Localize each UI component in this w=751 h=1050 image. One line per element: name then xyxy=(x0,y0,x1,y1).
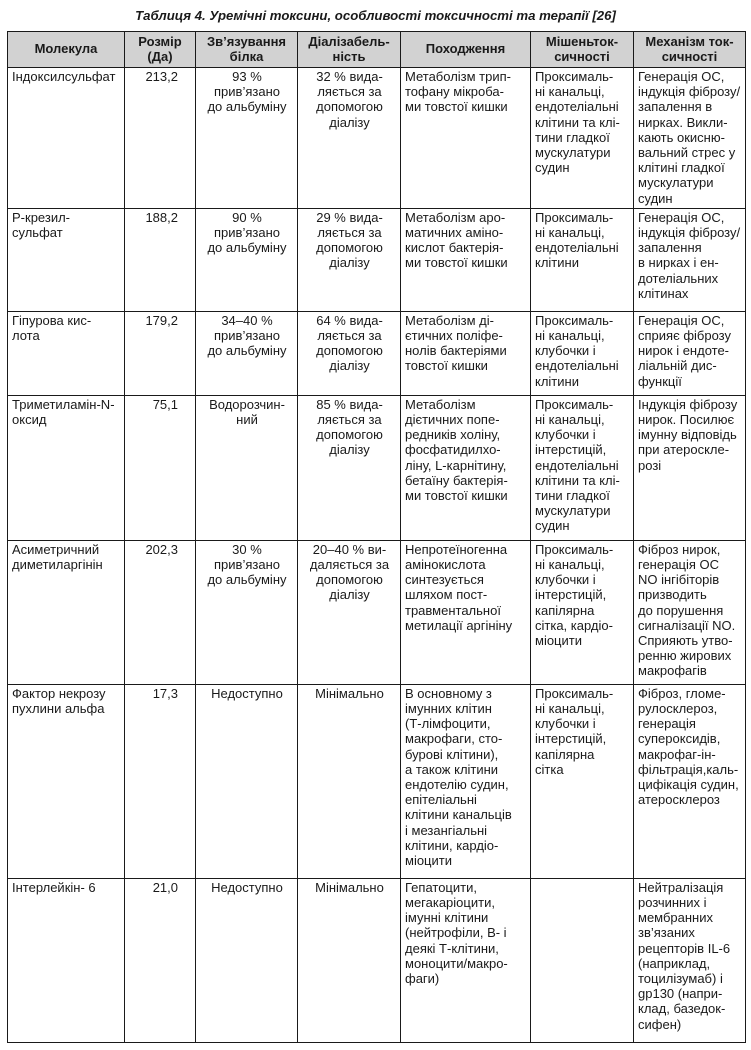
header-molecule: Молекула xyxy=(8,32,125,68)
cell-dialyzability: 20–40 % ви- даляється за допомогою діалізу xyxy=(298,540,401,684)
cell-dialyzability: 85 % вида- ляється за допомогою діалізу xyxy=(298,395,401,540)
cell-binding: Водорозчин- ний xyxy=(196,395,298,540)
cell-origin: Метаболізм аро- матичних аміно- кислот бактерія- ми товстої кишки xyxy=(401,208,531,311)
cell-target: Проксималь- ні канальці, клубочки і ендотеліальні клітини xyxy=(531,311,634,395)
table-row xyxy=(8,684,746,878)
cell-binding: 30 % прив’язано до альбуміну xyxy=(196,540,298,684)
header-origin: Походження xyxy=(401,32,531,68)
cell-origin: В основному з імунних клітин (Т-лімфоцити, макрофаги, сто- бурові клітини), а також клітини ендотелію судин, епітеліальні клітини канальців і мезангіальні клітини, кардіо- міоцити xyxy=(401,684,531,878)
cell-dialyzability: 64 % вида- ляється за допомогою діалізу xyxy=(298,311,401,395)
cell-dialyzability: 29 % вида- ляється за допомогою діалізу xyxy=(298,208,401,311)
cell-target xyxy=(531,878,634,1042)
table-row xyxy=(8,68,746,209)
cell-molecule: Індоксилсульфат xyxy=(8,68,125,209)
cell-binding: Недоступно xyxy=(196,878,298,1042)
cell-mechanism: Фіброз нирок, генерація ОС NO інгібіторів призводить до порушення сигналізації NO. Сприяють утво- ренню жирових макрофагів xyxy=(634,540,746,684)
header-protein-binding: Зв’язування білка xyxy=(196,32,298,68)
cell-molecule: Інтерлейкін- 6 xyxy=(8,878,125,1042)
table-header-row xyxy=(8,32,746,68)
cell-binding: 90 % прив’язано до альбуміну xyxy=(196,208,298,311)
cell-origin: Непротеїногенна амінокислота синтезується шляхом пост- травментальної метилації аргініну xyxy=(401,540,531,684)
cell-origin: Метаболізм трип- тофану мікроба- ми товстої кишки xyxy=(401,68,531,209)
cell-size: 179,2 xyxy=(125,311,196,395)
table-row xyxy=(8,878,746,1042)
cell-size: 213,2 xyxy=(125,68,196,209)
header-size: Розмір (Да) xyxy=(125,32,196,68)
header-dialyzability: Діалізабель- ність xyxy=(298,32,401,68)
cell-dialyzability: Мінімально xyxy=(298,684,401,878)
cell-mechanism: Генерація ОС, індукція фіброзу/ запалення в нирках. Викли- кають окисню- вальний стрес у клітині гладкої мускулатури судин xyxy=(634,68,746,209)
cell-origin: Гепатоцити, мегакаріоцити, імунні клітини (нейтрофіли, В- і деякі Т-клітини, моноцити/макро- фаги) xyxy=(401,878,531,1042)
header-toxicity-mechanism: Механізм ток- сичності xyxy=(634,32,746,68)
cell-molecule: Фактор некрозу пухлини альфа xyxy=(8,684,125,878)
cell-mechanism: Нейтралізація розчинних і мембранних зв’язаних рецепторів IL-6 (наприклад, тоцилізумаб) і gp130 (напри- клад, базедок- сифен) xyxy=(634,878,746,1042)
cell-molecule: Гіпурова кис- лота xyxy=(8,311,125,395)
cell-molecule: Асиметричний диметиларгінін xyxy=(8,540,125,684)
table-row xyxy=(8,208,746,311)
cell-binding: 93 % прив’язано до альбуміну xyxy=(196,68,298,209)
cell-size: 21,0 xyxy=(125,878,196,1042)
cell-dialyzability: 32 % вида- ляється за допомогою діалізу xyxy=(298,68,401,209)
cell-binding: 34–40 % прив’язано до альбуміну xyxy=(196,311,298,395)
cell-dialyzability: Мінімально xyxy=(298,878,401,1042)
uremic-toxins-table xyxy=(7,31,746,1043)
cell-size: 75,1 xyxy=(125,395,196,540)
cell-molecule: Триметиламін-N- оксид xyxy=(8,395,125,540)
cell-binding: Недоступно xyxy=(196,684,298,878)
table-caption: Таблиця 4. Уремічні токсини, особливості токсичності та терапії [26] xyxy=(135,8,616,23)
cell-target: Проксималь- ні канальці, клубочки і інтерстицій, ендотеліальні клітини та клі- тини гладкої мускулатури судин xyxy=(531,395,634,540)
cell-origin: Метаболізм дієтичних попе- редників холіну, фосфатидилхо- ліну, L-карнітину, бетаїну бактерія- ми товстої кишки xyxy=(401,395,531,540)
header-toxicity-target: Мішеньток- сичності xyxy=(531,32,634,68)
cell-size: 188,2 xyxy=(125,208,196,311)
table-row xyxy=(8,540,746,684)
cell-mechanism: Генерація ОС, сприяє фіброзу нирок і ендоте- ліальній дис- функції xyxy=(634,311,746,395)
table-row xyxy=(8,395,746,540)
cell-target: Проксималь- ні канальці, клубочки і інтерстицій, капілярна сітка, кардіо- міоцити xyxy=(531,540,634,684)
cell-target: Проксималь- ні канальці, клубочки і інтерстицій, капілярна сітка xyxy=(531,684,634,878)
cell-target: Проксималь- ні канальці, ендотеліальні клітини xyxy=(531,208,634,311)
cell-size: 17,3 xyxy=(125,684,196,878)
cell-molecule: Р-крезил- сульфат xyxy=(8,208,125,311)
cell-origin: Метаболізм ді- єтичних поліфе- нолів бактеріями товстої кишки xyxy=(401,311,531,395)
cell-mechanism: Індукція фіброзу нирок. Посилює імунну відповідь при атероскле- розі xyxy=(634,395,746,540)
table-row xyxy=(8,311,746,395)
cell-size: 202,3 xyxy=(125,540,196,684)
cell-mechanism: Генерація ОС, індукція фіброзу/ запалення в нирках і ен- дотеліальних клітинах xyxy=(634,208,746,311)
cell-target: Проксималь- ні канальці, ендотеліальні клітини та клі- тини гладкої мускулатури судин xyxy=(531,68,634,209)
cell-mechanism: Фіброз, гломе- рулосклероз, генерація супероксидів, макрофаг-ін- фільтрація,каль- цифікація судин, атеросклероз xyxy=(634,684,746,878)
